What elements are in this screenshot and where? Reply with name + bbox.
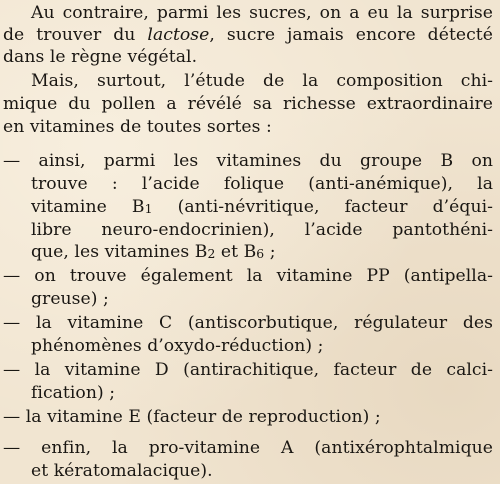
item-e-line-1: — la vitamine E (facteur de reproduction) ;	[3, 407, 381, 427]
sugars-line-1: Au contraire, parmi les sucres, on a eu la surprise	[31, 3, 493, 23]
and-b-text: et B	[215, 242, 257, 262]
vitamins-line-3: en vitamines de toutes sortes :	[3, 117, 272, 137]
item-b-group-line-2: trouve : l’acide folique (anti-anémique), la	[31, 174, 493, 194]
item-a-line-1: — enfin, la pro-vitamine A (antixérophtalmique	[3, 438, 493, 458]
item-b-group-line-5	[31, 241, 276, 263]
sugars-line-3: dans le règne végétal.	[3, 47, 198, 67]
item-d-line-1: — la vitamine D (antirachitique, facteur de calci-	[3, 360, 493, 380]
vitamins-line-1: Mais, surtout, l’étude de la composition chi-	[31, 71, 493, 91]
item-pp-line-2: greuse) ;	[31, 289, 109, 309]
semicolon-text: ;	[264, 242, 276, 262]
subscript-2: 2	[207, 247, 216, 262]
sugars-text-a: de trouver du	[3, 25, 148, 45]
item-b-group-line-3	[31, 196, 493, 218]
item-pp-line-1: — on trouve également la vitamine PP (antipella-	[3, 266, 493, 286]
item-b-group-line-1: — ainsi, parmi les vitamines du groupe B on	[3, 151, 493, 171]
subscript-1: 1	[144, 202, 153, 217]
item-b-group-line-4: libre neuro-endocrinien), l’acide pantothéni-	[31, 220, 493, 240]
lactose-word: lactose	[147, 25, 210, 45]
vitamin-b-text: vitamine B	[31, 197, 145, 217]
sugars-line-2	[3, 24, 493, 46]
item-c-line-1: — la vitamine C (antiscorbutique, régulateur des	[3, 313, 493, 333]
vitamins-line-2: mique du pollen a révélé sa richesse extraordinaire	[3, 94, 493, 114]
item-a-line-2: et kératomalacique).	[31, 461, 213, 481]
b1-description: (anti-névritique, facteur d’équi-	[152, 197, 493, 217]
b-vitamins-text: que, les vitamines B	[31, 242, 208, 262]
item-c-line-2: phénomènes d’oxydo-réduction) ;	[31, 336, 324, 356]
item-d-line-2: fication) ;	[31, 383, 116, 403]
sugars-text-b: , sucre jamais encore détecté	[209, 25, 493, 45]
subscript-6: 6	[256, 247, 265, 262]
